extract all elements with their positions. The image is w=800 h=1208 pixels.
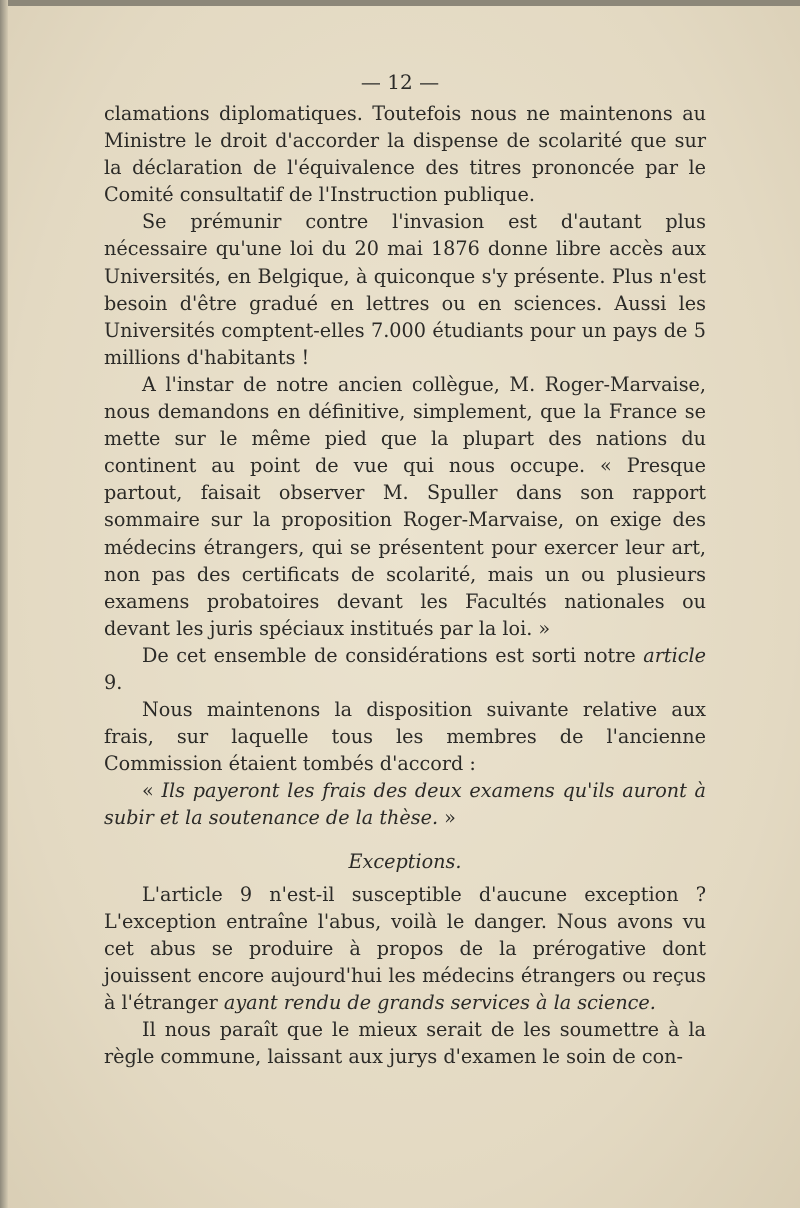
paragraph-7	[104, 881, 706, 1016]
quote-close: »	[438, 806, 456, 830]
paragraph-7-text: L'article 9 n'est-il susceptible d'aucune exception ? L'exception entraîne l'abus, voilà le danger. Nous avons vu cet abus se produire à propos de la prérogative dont jouissent encore aujourd'hui les médecins étrangers ou reçus à l'étranger	[104, 882, 706, 1014]
paragraph-4	[104, 642, 706, 696]
paragraph-4-end: 9.	[104, 670, 123, 694]
paragraph-4-text: De cet ensemble de considérations est sorti notre	[142, 643, 644, 667]
body-text	[104, 100, 706, 1070]
scan-left-edge	[0, 0, 8, 1208]
paragraph-5: Nous maintenons la disposition suivante relative aux frais, sur laquelle tous les membres de l'ancienne Commission étaient tombés d'accord :	[104, 698, 706, 776]
paragraph-2: Se prémunir contre l'invasion est d'autant plus nécessaire qu'une loi du 20 mai 1876 donne libre accès aux Universités, en Belgique, à quiconque s'y présente. Plus n'est besoin d'être gradué en lettres ou en sciences. Aussi les Universités comptent-elles 7.000 étudiants pour un pays de 5 millions d'habitants !	[104, 210, 706, 369]
scan-top-edge	[0, 0, 800, 6]
quote-open: «	[142, 779, 162, 803]
page-number: — 12 —	[360, 70, 440, 94]
quote-italic: Ils payeront les frais des deux examens qu'ils auront à subir et la soutenance de la thèse.	[104, 779, 706, 830]
paragraph-6-quote	[104, 777, 706, 831]
paragraph-8: Il nous paraît que le mieux serait de les soumettre à la règle commune, laissant aux jurys d'examen le soin de con-	[104, 1018, 706, 1069]
paragraph-3: A l'instar de notre ancien collègue, M. Roger-Marvaise, nous demandons en définitive, simplement, que la France se mette sur le même pied que la plupart des nations du continent au point de vue qui nous occupe. « Presque partout, faisait observer M. Spuller dans son rapport sommaire sur la proposition Roger-Marvaise, on exige des médecins étrangers, qui se présentent pour exercer leur art, non pas des certificats de scolarité, mais un ou plusieurs examens probatoires devant les Facultés nationales ou devant les juris spéciaux institués par la loi. »	[104, 372, 706, 640]
paragraph-7-italic: ayant rendu de grands services à la science.	[223, 991, 656, 1014]
section-heading: Exceptions.	[348, 849, 462, 873]
paragraph-1: clamations diplomatiques. Toutefois nous ne maintenons au Ministre le droit d'accorder la dispense de scolarité que sur la déclaration de l'équivalence des titres prononcée par le Comité consultatif de l'Instruction publique.	[104, 102, 706, 207]
paragraph-4-italic: article	[643, 643, 706, 667]
